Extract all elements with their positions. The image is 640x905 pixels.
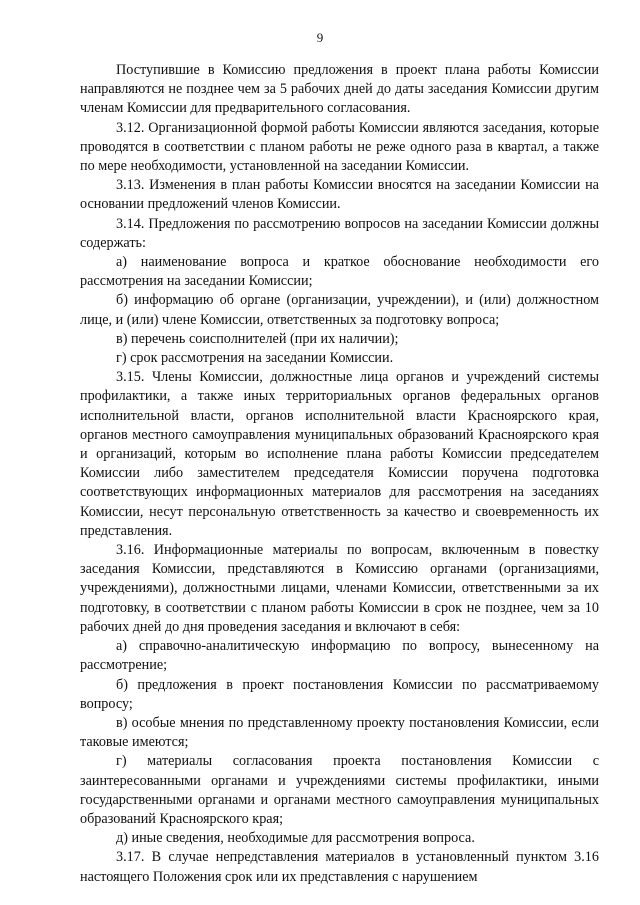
list-item: г) срок рассмотрения на заседании Комиссии. (116, 350, 394, 367)
list-item: д) иные сведения, необходимые для рассмотрения вопроса. (116, 830, 475, 847)
list-item: а) справочно-аналитическую информацию по вопросу, вынесенному на рассмотрение; (80, 638, 599, 674)
list-item: в) перечень соисполнителей (при их наличии); (116, 330, 399, 347)
paragraph: Поступившие в Комиссию предложения в проект плана работы Комиссии направляются не позднее чем за 5 рабочих дней до даты заседания Комиссии другим членам Комиссии для предварительного согласования. (80, 62, 599, 117)
list-item: в) особые мнения по представленному проекту постановления Комиссии, если таковые имеются; (80, 714, 599, 751)
page-number: 9 (316, 30, 324, 45)
list-item: б) предложения в проект постановления Комиссии по рассматриваемому вопросу; (80, 676, 599, 712)
paragraph: 3.13. Изменения в план работы Комиссии вносятся на заседании Комиссии на основании предложений членов Комиссии. (80, 177, 599, 213)
document-body (80, 61, 599, 887)
list-item: а) наименование вопроса и краткое обоснование необходимости его рассмотрения на заседании Комиссии; (80, 254, 599, 290)
paragraph: 3.14. Предложения по рассмотрению вопросов на заседании Комиссии должны содержать: (80, 215, 599, 251)
list-item: б) информацию об органе (организации, учреждении), и (или) должностном лице, и (или) члене Комиссии, ответственных за подготовку вопроса; (80, 292, 599, 328)
paragraph: 3.16. Информационные материалы по вопросам, включенным в повестку заседания Комиссии, представляются в Комиссию органами (организациями, учреждениями), должностными лицами, членами Комиссии, ответственными за их подготовку, в соответствии с планом работы Комиссии в срок не позднее, чем за 10 рабочих дней до дня проведения заседания и включают в себя: (80, 542, 599, 635)
paragraph: 3.15. Члены Комиссии, должностные лица органов и учреждений системы профилактики, а также иных территориальных органов федеральных органов исполнительной власти, органов исполнительной власти Красноярского края, органов местного самоуправления муниципальных образований Красноярского края и организаций, которым во исполнение плана работы Комиссии председателем Комиссии либо заместителем председателя Комиссии поручена подготовка соответствующих информационных материалов для рассмотрения на заседаниях Комиссии, несут персональную ответственность за качество и своевременность их представления. (80, 369, 599, 539)
list-item: г) материалы согласования проекта постановления Комиссии с заинтересованными органами и учреждениями системы профилактики, иными государственными органами и органами местного самоуправления муниципальных образований Красноярского края; (80, 753, 599, 827)
paragraph: 3.17. В случае непредставления материалов в установленный пунктом 3.16 настоящего Положения срок или их представления с нарушением (80, 849, 599, 885)
paragraph: 3.12. Организационной формой работы Комиссии являются заседания, которые проводятся в соответствии с планом работы не реже одного раза в квартал, а также по мере необходимости, установленной на заседании Комиссии. (80, 119, 599, 175)
